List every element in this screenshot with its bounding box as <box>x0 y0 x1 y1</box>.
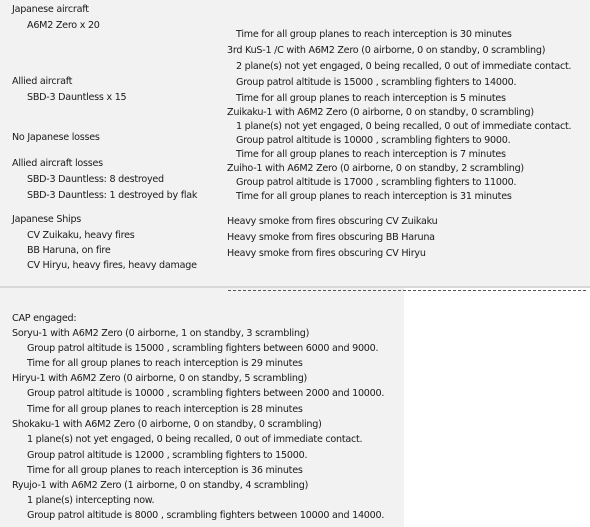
cap-group-line: Soryu-1 with A6M2 Zero (0 airborne, 1 on standby, 3 scrambling) <box>12 328 310 339</box>
cap-detail-line: Time for all group planes to reach interception is 7 minutes <box>236 149 506 160</box>
allied-aircraft-heading: Allied aircraft <box>12 76 73 87</box>
japanese-aircraft-heading: Japanese aircraft <box>12 4 89 15</box>
cap-detail-line: Group patrol altitude is 17000 , scrambling fighters to 11000. <box>236 177 517 188</box>
cap-detail-line: Group patrol altitude is 15000 , scrambling fighters to 14000. <box>236 77 517 88</box>
cap-group-line: Zuiho-1 with A6M2 Zero (0 airborne, 0 on standby, 2 scrambling) <box>227 163 524 174</box>
cap-detail-line: Group patrol altitude is 10000 , scrambling fighters to 9000. <box>236 135 511 146</box>
cap-detail-line: 1 plane(s) not yet engaged, 0 being recalled, 0 out of immediate contact. <box>27 434 363 445</box>
cap-detail-line: Time for all group planes to reach interception is 30 minutes <box>236 29 512 40</box>
smoke-notice: Heavy smoke from fires obscuring CV Hiryu <box>227 248 426 259</box>
cap-detail-line: Time for all group planes to reach interception is 28 minutes <box>27 404 303 415</box>
cap-detail-line: 1 plane(s) not yet engaged, 0 being recalled, 0 out of immediate contact. <box>236 121 572 132</box>
japanese-aircraft-item: A6M2 Zero x 20 <box>27 20 100 31</box>
smoke-notice: Heavy smoke from fires obscuring CV Zuikaku <box>227 216 438 227</box>
cap-engaged-heading: CAP engaged: <box>12 313 77 324</box>
cap-group-line: Shokaku-1 with A6M2 Zero (0 airborne, 0 on standby, 0 scrambling) <box>12 419 322 430</box>
allied-losses-heading: Allied aircraft losses <box>12 158 103 169</box>
japanese-losses-text: No Japanese losses <box>12 132 100 143</box>
cap-detail-line: Time for all group planes to reach interception is 29 minutes <box>27 358 303 369</box>
ship-status-item: BB Haruna, on fire <box>27 245 111 256</box>
cap-group-line: Zuikaku-1 with A6M2 Zero (0 airborne, 0 on standby, 0 scrambling) <box>227 107 534 118</box>
cap-detail-line: 2 plane(s) not yet engaged, 0 being recalled, 0 out of immediate contact. <box>236 61 572 72</box>
smoke-notice: Heavy smoke from fires obscuring BB Haruna <box>227 232 435 243</box>
ship-status-item: CV Hiryu, heavy fires, heavy damage <box>27 260 197 271</box>
cap-detail-line: Group patrol altitude is 15000 , scrambling fighters between 6000 and 9000. <box>27 343 379 354</box>
cap-group-line: 3rd KuS-1 /C with A6M2 Zero (0 airborne, 0 on standby, 0 scrambling) <box>227 45 546 56</box>
section-divider <box>228 290 586 291</box>
cap-detail-line: Time for all group planes to reach interception is 31 minutes <box>236 191 512 202</box>
allied-loss-item: SBD-3 Dauntless: 8 destroyed <box>27 174 164 185</box>
cap-detail-line: Time for all group planes to reach interception is 5 minutes <box>236 93 506 104</box>
cap-detail-line: Group patrol altitude is 10000 , scrambling fighters between 2000 and 10000. <box>27 388 385 399</box>
cap-detail-line: Group patrol altitude is 8000 , scrambling fighters between 10000 and 14000. <box>27 510 385 521</box>
allied-loss-item: SBD-3 Dauntless: 1 destroyed by flak <box>27 190 198 201</box>
cap-detail-line: Group patrol altitude is 12000 , scrambling fighters to 15000. <box>27 450 308 461</box>
allied-aircraft-item: SBD-3 Dauntless x 15 <box>27 92 127 103</box>
cap-group-line: Hiryu-1 with A6M2 Zero (0 airborne, 0 on standby, 5 scrambling) <box>12 373 308 384</box>
cap-group-line: Ryujo-1 with A6M2 Zero (1 airborne, 0 on standby, 4 scrambling) <box>12 480 309 491</box>
cap-detail-line: 1 plane(s) intercepting now. <box>27 495 155 506</box>
cap-detail-line: Time for all group planes to reach interception is 36 minutes <box>27 465 303 476</box>
japanese-ships-heading: Japanese Ships <box>12 214 82 225</box>
ship-status-item: CV Zuikaku, heavy fires <box>27 230 135 241</box>
